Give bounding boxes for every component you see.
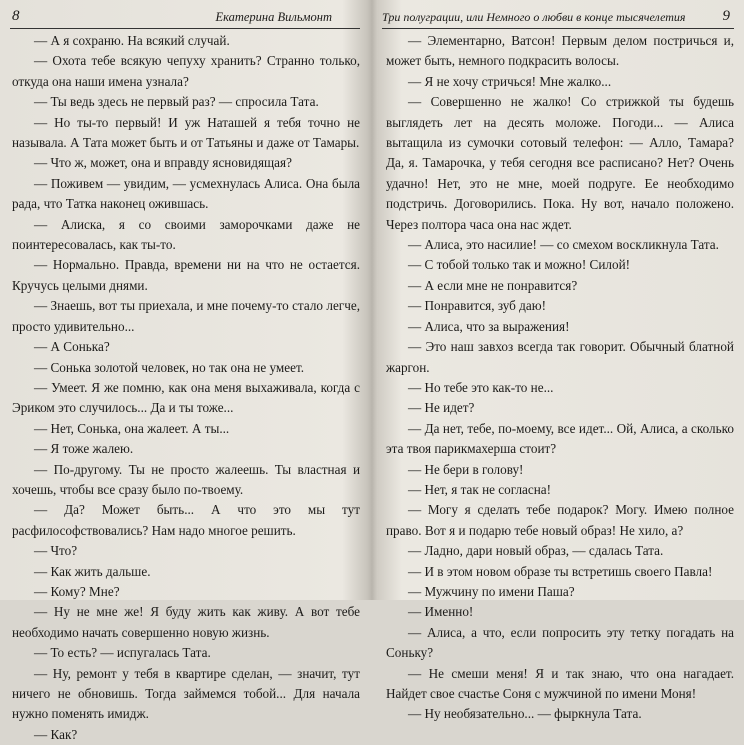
left-page-text xyxy=(12,31,360,745)
paragraph: — Как? xyxy=(34,726,78,742)
paragraph: — Охота тебе всякую чепуху хранить? Странно только, откуда она наши имена узнала? xyxy=(12,53,360,89)
paragraph: — Что ж, может, она и вправду ясновидящая? xyxy=(34,155,292,171)
paragraph: — Понравится, зуб даю! xyxy=(408,298,546,314)
paragraph: — Алиса, что за выражения! xyxy=(408,318,570,334)
paragraph: — Я тоже жалею. xyxy=(34,441,134,457)
paragraph: — Нормально. Правда, времени ни на что не остается. Кручусь целыми днями. xyxy=(12,257,360,293)
paragraph: — И в этом новом образе ты встретишь своего Павла! xyxy=(408,563,713,579)
paragraph: — Поживем — увидим, — усмехнулась Алиса. Она была рада, что Татка наконец ожившась. xyxy=(12,175,360,212)
paragraph: — Но тебе это как-то не... xyxy=(408,379,554,395)
paragraph: — Мужчину по имени Паша? xyxy=(408,583,575,599)
right-running-head: Три полуграции, или Немного о любви в конце тысячелетия xyxy=(382,10,686,24)
paragraph: — По-другому. Ты не просто жалеешь. Ты властная и хочешь, чтобы все сразу было по-твоему. xyxy=(12,461,360,497)
paragraph: — Ладно, дари новый образ, — сдалась Тата. xyxy=(408,543,664,559)
paragraph: — Нет, Сонька, она жалеет. А ты... xyxy=(34,420,230,436)
paragraph: — С тобой только так и можно! Силой! xyxy=(408,257,631,273)
paragraph: — А если мне не понравится? xyxy=(408,277,578,293)
paragraph: — А я сохраню. На всякий случай. xyxy=(34,33,230,48)
right-page xyxy=(372,0,744,722)
right-page-header xyxy=(382,6,734,29)
left-page-header xyxy=(10,6,360,29)
paragraph: — Алиса, это насилие! — со смехом воскликнула Тата. xyxy=(408,237,719,253)
paragraph: — Да? Может быть... А что это мы тут расфилософствовались? Нам надо многое решить. xyxy=(12,502,360,538)
right-page-text xyxy=(386,31,734,725)
paragraph: — Элементарно, Ватсон! Первым делом постричься и, может быть, немного подкрасить волосы. xyxy=(386,33,734,69)
paragraph: — Ну необязательно... — фыркнула Тата. xyxy=(408,706,642,722)
paragraph: — То есть? — испугалась Тата. xyxy=(34,645,211,661)
paragraph: — Не бери в голову! xyxy=(408,461,524,477)
paragraph: — Знаешь, вот ты приехала, и мне почему-то стало легче, просто удивительно... xyxy=(12,298,360,334)
left-running-head: Екатерина Вильмонт xyxy=(215,10,332,24)
paragraph: — Это наш завхоз всегда так говорит. Обычный блатной жаргон. xyxy=(386,339,734,375)
paragraph: — Я не хочу стричься! Мне жалко... xyxy=(408,73,612,89)
paragraph: — Именно! xyxy=(408,604,474,620)
paragraph: — Не смеши меня! Я и так знаю, что она нагадает. Найдет свое счастье Соня с мужчиной по имени Моня! xyxy=(386,665,734,701)
paragraph: — Да нет, тебе, по-моему, все идет... Ой, Алиса, а сколько эта твоя парикмахерша стоит? xyxy=(386,420,734,457)
paragraph: — Умеет. Я же помню, как она меня выхаживала, когда с Эриком это случилось... Да и ты тоже... xyxy=(12,379,360,416)
paragraph: — Кому? Мне? xyxy=(34,583,120,599)
paragraph: — Могу я сделать тебе подарок? Могу. Имею полное право. Вот я и подарю тебе новый образ! Не хило, а? xyxy=(386,502,734,538)
paragraph: — Сонька золотой человек, но так она не умеет. xyxy=(34,359,305,375)
paragraph: — Ты ведь здесь не первый раз? — спросила Тата. xyxy=(34,94,319,110)
left-page xyxy=(0,0,370,742)
paragraph: — Как жить дальше. xyxy=(34,563,151,579)
paragraph: — Ну, ремонт у тебя в квартире сделан, — значит, тут ничего не обновишь. Тогда займемся тобой... Для начала нужно поменять имидж. xyxy=(12,665,360,722)
paragraph: — А Сонька? xyxy=(34,339,110,355)
paragraph: — Что? xyxy=(34,543,78,559)
paragraph: — Алиса, а что, если попросить эту тетку погадать на Соньку? xyxy=(386,624,734,661)
right-page-number: 9 xyxy=(722,8,730,24)
paragraph: — Совершенно не жалко! Со стрижкой ты будешь выглядеть лет на десять моложе. Погоди... — Алиса вытащила из сумочки сотовый телефон: — Алло, Тамара? Да, я. Тамарочка, у тебя сегодня все расписано? Нет? Очень удачно! Нет, это не мне, моей подруге. Ее необходимо подстричь. Договорились. Пока. Ну вот, начало положено. Через полтора часа она нас ждет. xyxy=(386,94,734,232)
paragraph: — Алиска, я со своими заморочками даже не поинтересовалась, как ты-то. xyxy=(12,216,360,253)
paragraph: — Но ты-то первый! И уж Наташей я тебя точно не называла. А Тата может быть и от Татьяны и даже от Тамары. xyxy=(12,114,360,151)
paragraph: — Ну не мне же! Я буду жить как живу. А вот тебе необходимо начать совершенно новую жизнь. xyxy=(12,604,360,640)
left-page-number: 8 xyxy=(12,8,20,24)
paragraph: — Нет, я так не согласна! xyxy=(408,481,552,497)
paragraph: — Не идет? xyxy=(408,400,475,416)
